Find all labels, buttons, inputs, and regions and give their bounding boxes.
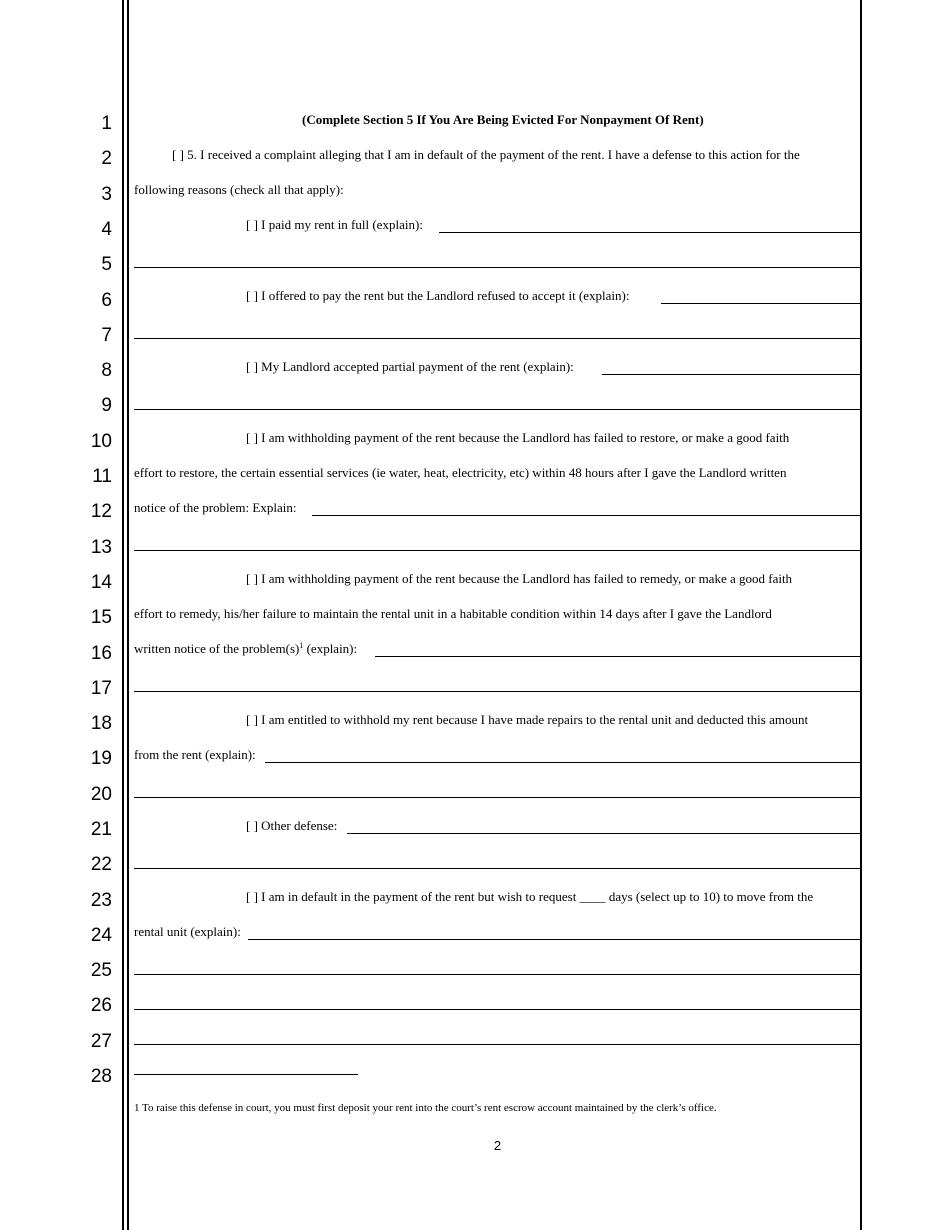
line-number: 17: [90, 678, 112, 699]
habitable-line-2: effort to remedy, his/her failure to maintain the rental unit in a habitable condition within 14 days after I gave the Landlord: [134, 606, 772, 621]
blank-line[interactable]: [134, 1009, 860, 1010]
blank-line[interactable]: [347, 833, 860, 834]
blank-line[interactable]: [134, 868, 860, 869]
repairs-line-2: from the rent (explain):: [134, 747, 256, 762]
blank-line[interactable]: [134, 1044, 860, 1045]
line-number: 12: [90, 501, 112, 522]
line-number: 8: [101, 360, 112, 381]
blank-line[interactable]: [375, 656, 860, 657]
intro-line-1: [ ] 5. I received a complaint alleging that I am in default of the payment of the rent. I have a defense to this action for the: [172, 147, 800, 162]
blank-line[interactable]: [134, 409, 860, 410]
habitable-line-3-explain: (explain):: [303, 641, 358, 656]
line-number: 20: [90, 784, 112, 805]
line-number: 5: [101, 254, 112, 275]
intro-line-2: following reasons (check all that apply):: [134, 182, 344, 197]
line-number: 22: [90, 854, 112, 875]
line-number: 24: [90, 925, 112, 946]
blank-line[interactable]: [312, 515, 860, 516]
essential-services-line-3: notice of the problem: Explain:: [134, 500, 297, 515]
left-margin-rule-outer: [122, 0, 124, 1230]
line-number: 28: [90, 1066, 112, 1087]
line-number: 4: [101, 219, 112, 240]
line-number: 11: [92, 466, 112, 487]
checkbox-other-defense[interactable]: [ ] Other defense:: [246, 818, 338, 833]
blank-line[interactable]: [661, 303, 860, 304]
line-number: 9: [101, 395, 112, 416]
essential-services-line-2: effort to restore, the certain essential services (ie water, heat, electricity, etc) within 48 hours after I gave the Landlord written: [134, 465, 787, 480]
blank-line[interactable]: [134, 691, 860, 692]
line-number: 2: [101, 148, 112, 169]
blank-line[interactable]: [134, 267, 860, 268]
checkbox-partial-payment[interactable]: [ ] My Landlord accepted partial payment of the rent (explain):: [246, 359, 574, 374]
line-number: 1: [101, 113, 112, 134]
line-number: 27: [90, 1031, 112, 1052]
default-request-line-2: rental unit (explain):: [134, 924, 241, 939]
checkbox-default-request[interactable]: [ ] I am in default in the payment of the rent but wish to request ____ days (select up to 10) to move from the: [246, 889, 814, 904]
line-number: 7: [101, 325, 112, 346]
line-number: 19: [90, 748, 112, 769]
checkbox-essential-services[interactable]: [ ] I am withholding payment of the rent because the Landlord has failed to restore, or make a good faith: [246, 430, 790, 445]
blank-line[interactable]: [248, 939, 860, 940]
line-number: 25: [90, 960, 112, 981]
blank-line[interactable]: [265, 762, 860, 763]
blank-line[interactable]: [134, 338, 860, 339]
blank-line[interactable]: [439, 232, 860, 233]
left-margin-rule-inner: [127, 0, 129, 1230]
checkbox-repairs[interactable]: [ ] I am entitled to withhold my rent because I have made repairs to the rental unit and deducted this amount: [246, 712, 809, 727]
section-title: (Complete Section 5 If You Are Being Evicted For Nonpayment Of Rent): [302, 112, 704, 127]
line-number: 26: [90, 995, 112, 1016]
page-number: 2: [493, 1138, 502, 1153]
blank-line[interactable]: [134, 550, 860, 551]
line-number: 16: [90, 643, 112, 664]
line-number: 21: [90, 819, 112, 840]
footnote-ref: 1: [299, 641, 304, 650]
line-number: 3: [101, 184, 112, 205]
line-number: 13: [90, 537, 112, 558]
checkbox-paid-full[interactable]: [ ] I paid my rent in full (explain):: [246, 217, 423, 232]
checkbox-habitable[interactable]: [ ] I am withholding payment of the rent because the Landlord has failed to remedy, or make a good faith: [246, 571, 793, 586]
footnote: 1 To raise this defense in court, you must first deposit your rent into the court’s rent escrow account maintained by the clerk’s office.: [134, 1102, 717, 1114]
line-number: 10: [90, 431, 112, 452]
footnote-separator: [134, 1074, 358, 1075]
line-number: 15: [90, 607, 112, 628]
habitable-line-3-text: written notice of the problem(s): [134, 641, 300, 656]
habitable-line-3: [134, 640, 357, 658]
blank-line[interactable]: [134, 797, 860, 798]
line-number: 23: [90, 890, 112, 911]
line-number: 6: [101, 290, 112, 311]
blank-line[interactable]: [134, 974, 860, 975]
blank-line[interactable]: [602, 374, 860, 375]
right-margin-rule: [860, 0, 862, 1230]
line-number: 18: [90, 713, 112, 734]
checkbox-offered-refused[interactable]: [ ] I offered to pay the rent but the Landlord refused to accept it (explain):: [246, 288, 630, 303]
line-number: 14: [90, 572, 112, 593]
